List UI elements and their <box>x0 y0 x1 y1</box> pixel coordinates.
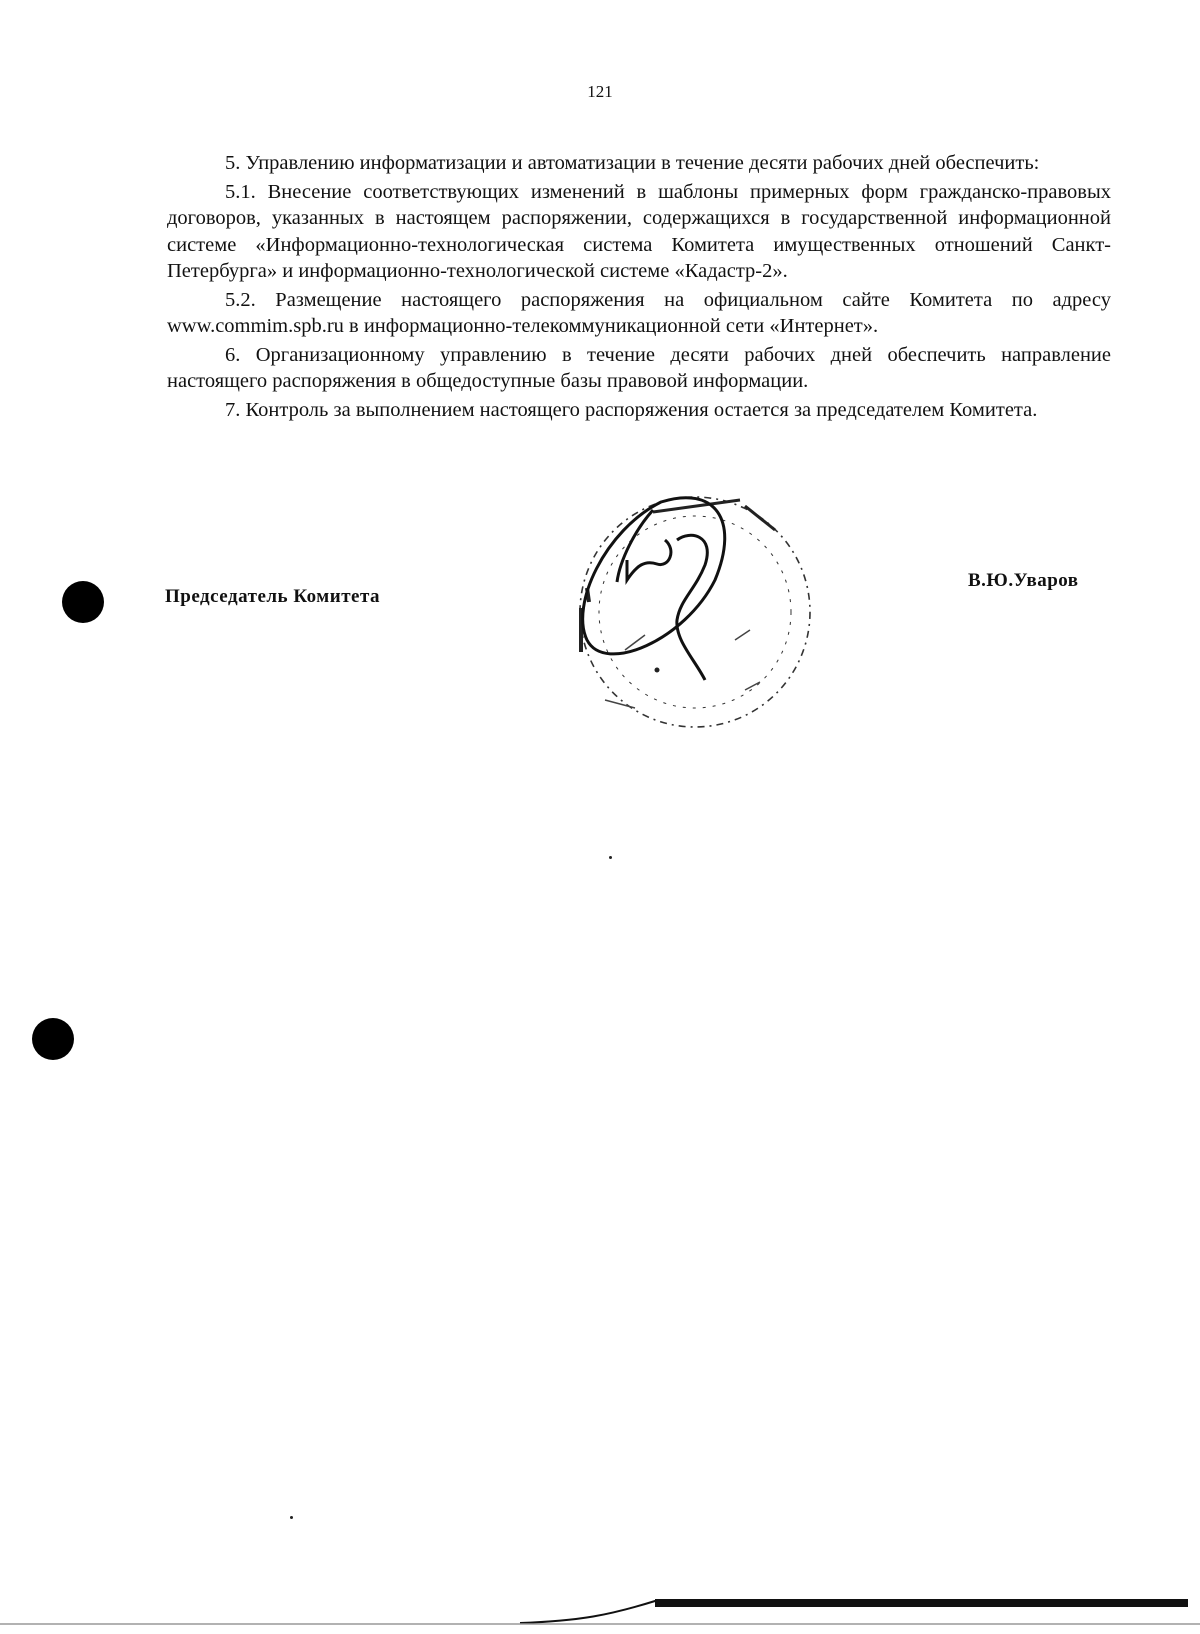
scan-speck <box>290 1516 293 1519</box>
seal-dot <box>655 668 660 673</box>
paragraph-item-7: 7. Контроль за выполнением настоящего распоряжения остается за председателем Комитета. <box>225 398 1038 421</box>
page-number: 121 <box>587 82 613 101</box>
scan-speck <box>609 856 612 859</box>
punch-hole-bottom <box>32 1018 74 1060</box>
scan-edge-line <box>0 1565 1200 1625</box>
handwritten-signature <box>583 498 725 680</box>
signer-name: В.Ю.Уваров <box>968 570 1079 591</box>
seal-top-text-fragments <box>653 500 775 530</box>
paragraph-item-5-1: 5.1. Внесение соответствующих изменений в шаблоны примерных форм гражданско-правовых договоров, указанных в настоящем распоряжении, содержащихся в государственной информационной системе «Информационно-технологическая система Комитета имущественных отношений Санкт-Петербурга» и информационно-технологической системе «Кадастр-2». <box>167 180 1111 282</box>
seal-ring <box>580 497 810 727</box>
seal-stamp-with-signature <box>565 490 825 740</box>
signer-position: Председатель Комитета <box>165 586 381 607</box>
paragraph-item-6: 6. Организационному управлению в течение десяти рабочих дней обеспечить направление настоящего распоряжения в общедоступные базы правовой информации. <box>167 343 1111 392</box>
paragraph-item-5-2: 5.2. Размещение настоящего распоряжения на официальном сайте Комитета по адресу www.commim.spb.ru в информационно-телекоммуникационной сети «Интернет». <box>167 288 1111 337</box>
document-body <box>167 150 1111 423</box>
paragraph-item-5: 5. Управлению информатизации и автоматизации в течение десяти рабочих дней обеспечить: <box>225 152 1040 174</box>
punch-hole-top <box>62 581 104 623</box>
